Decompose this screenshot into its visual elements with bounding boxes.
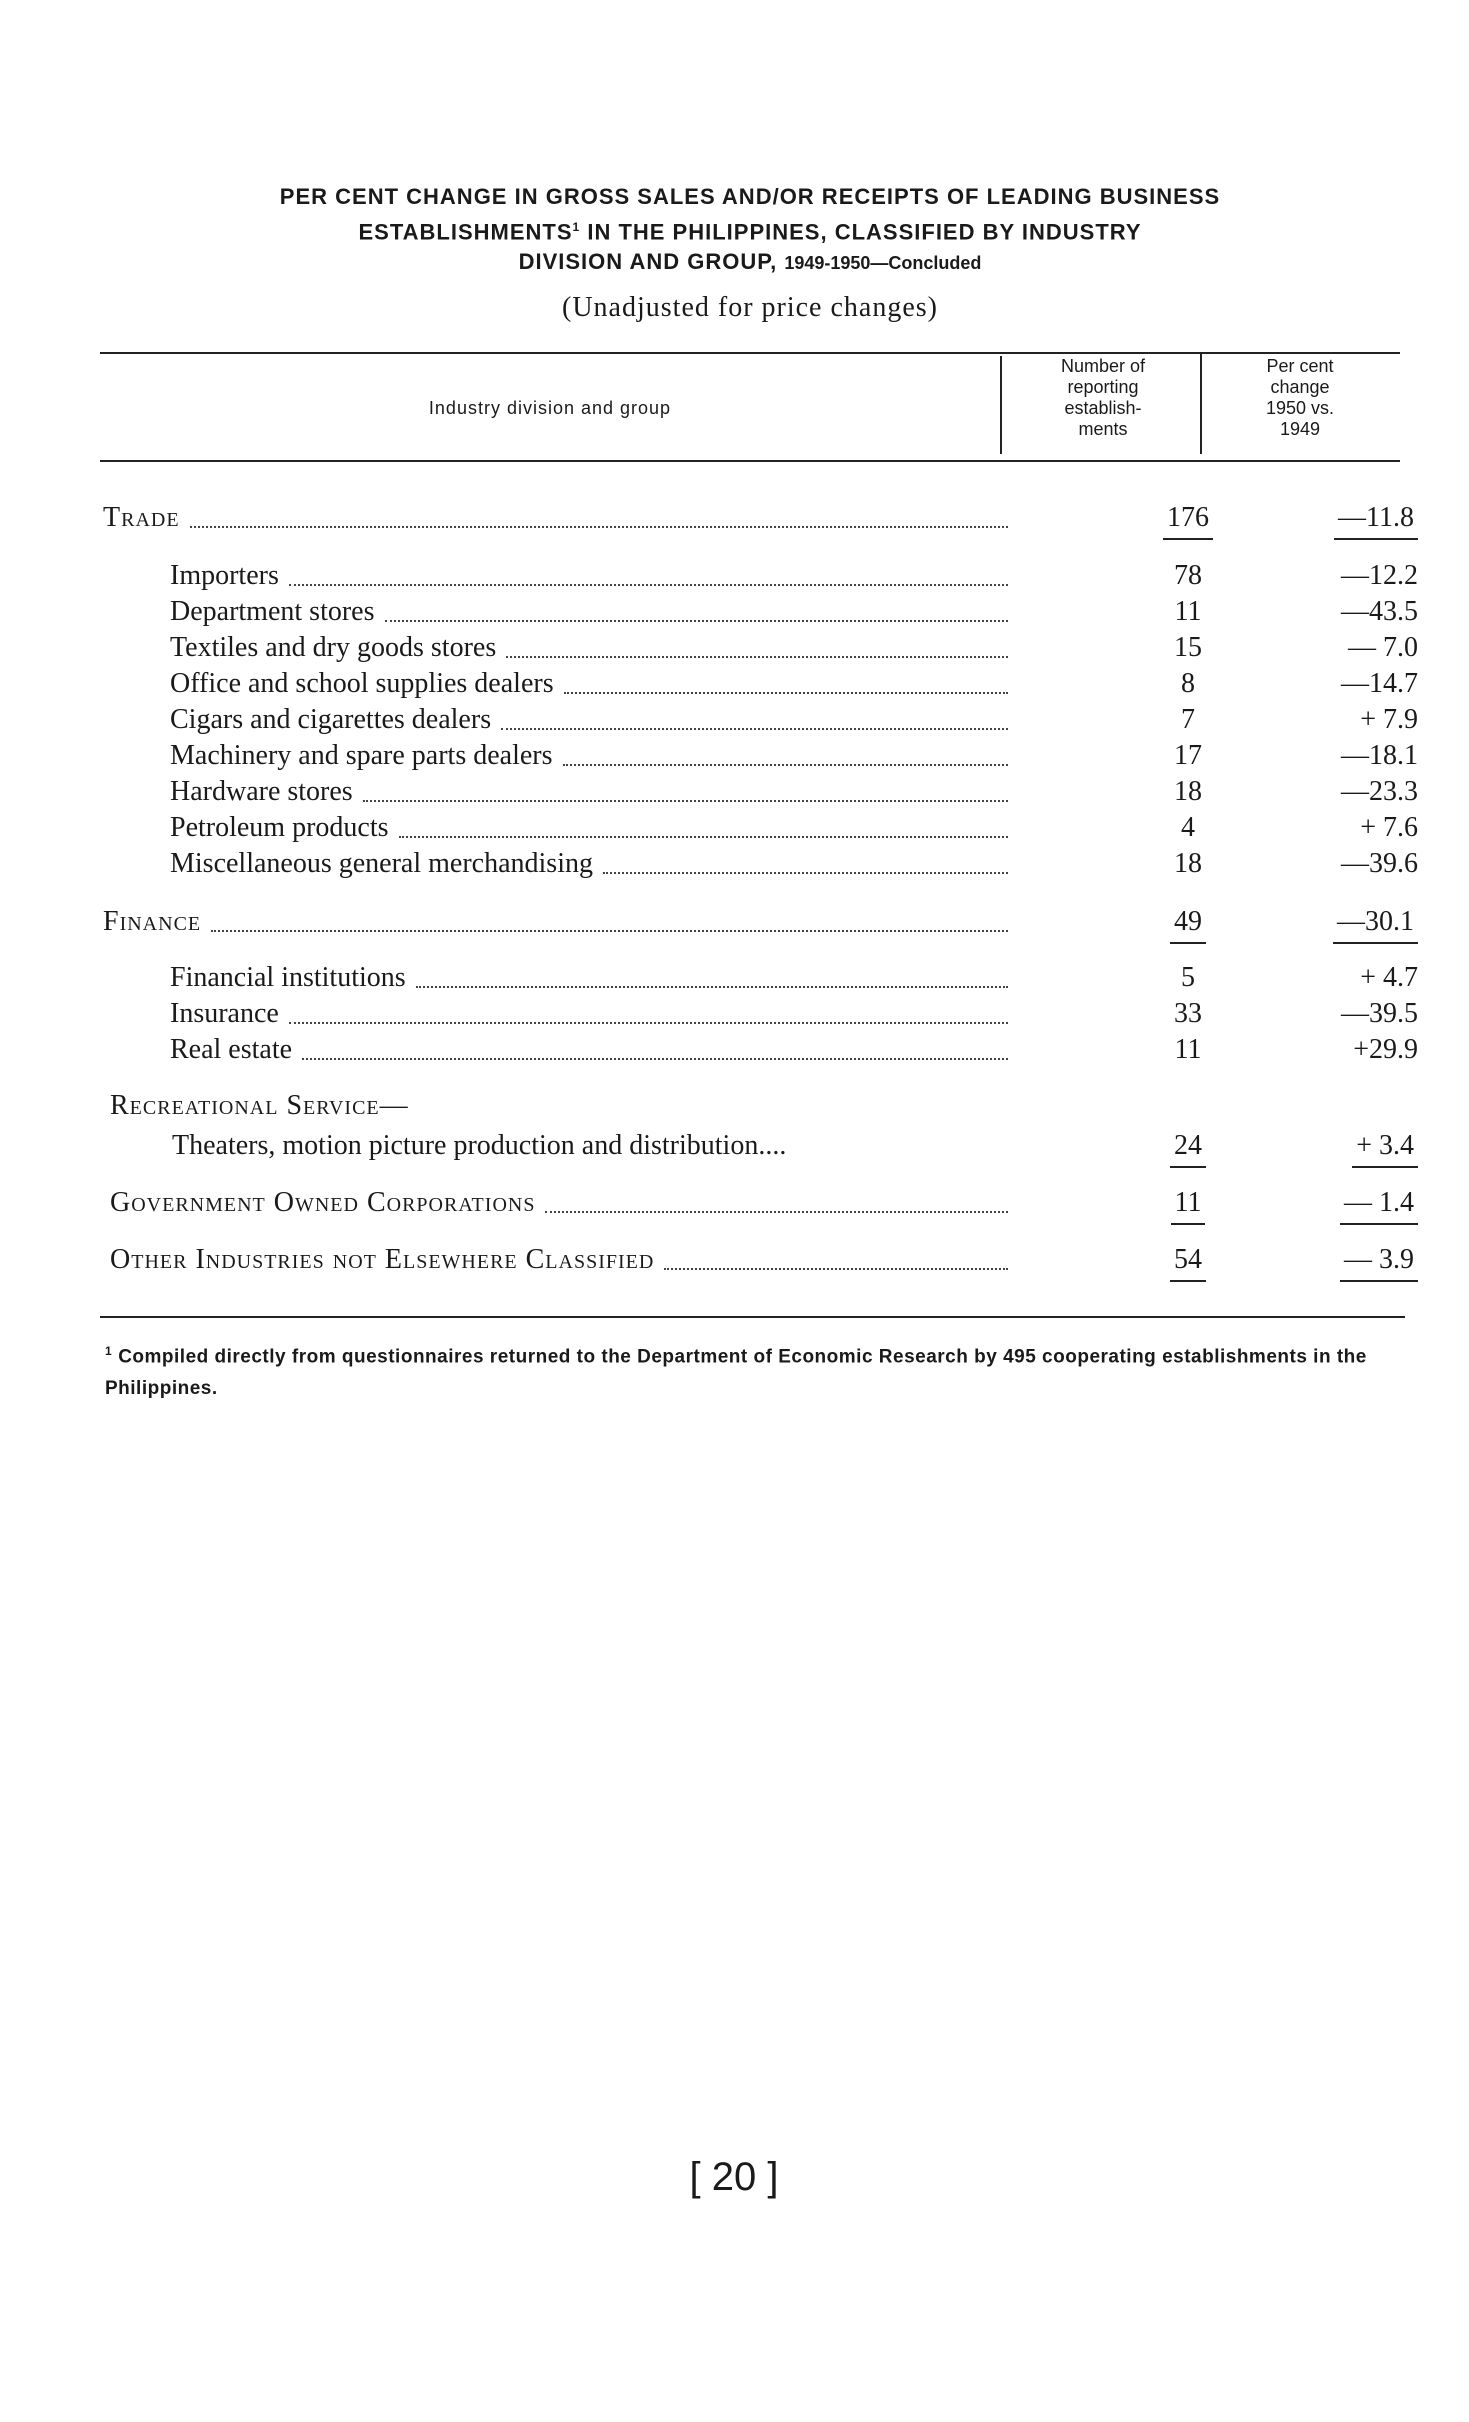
row-percent: + 7.6 xyxy=(1360,812,1418,843)
row-number: 4 xyxy=(1181,812,1195,843)
table-row xyxy=(0,774,1469,810)
row-number: 11 xyxy=(1174,1034,1202,1065)
title-line-1: PER CENT CHANGE IN GROSS SALES AND/OR RECEIPTS OF LEADING BUSINESS xyxy=(279,184,1221,209)
row-percent: — 7.0 xyxy=(1348,632,1418,663)
table-bottom-rule xyxy=(100,1316,1405,1318)
row-label: Trade xyxy=(103,502,180,533)
header-divider-1 xyxy=(1000,356,1002,454)
row-label: Insurance xyxy=(170,998,279,1029)
row-percent: —18.1 xyxy=(1341,740,1418,771)
table-row xyxy=(0,846,1469,882)
table-row-government xyxy=(0,1185,1469,1221)
column-header-percent: Per cent change 1950 vs. 1949 xyxy=(1265,356,1335,439)
row-number: 17 xyxy=(1174,740,1202,771)
row-number: 7 xyxy=(1181,704,1195,735)
title-line-3: DIVISION AND GROUP, 1949-1950—Concluded xyxy=(518,249,982,275)
header-bottom-rule xyxy=(100,460,1400,462)
row-percent: + 3.4 xyxy=(1352,1128,1418,1168)
row-label: Department stores xyxy=(170,596,375,627)
row-percent: —12.2 xyxy=(1341,560,1418,591)
table-row xyxy=(0,810,1469,846)
row-percent: +29.9 xyxy=(1353,1034,1418,1065)
row-label: Miscellaneous general merchandising xyxy=(170,848,593,879)
row-number: 11 xyxy=(1174,596,1202,627)
row-percent: —39.5 xyxy=(1341,998,1418,1029)
row-number: 5 xyxy=(1181,962,1195,993)
table-row-other xyxy=(0,1242,1469,1278)
row-number: 11 xyxy=(1171,1185,1206,1225)
column-header-industry: Industry division and group xyxy=(428,398,672,418)
table-row-finance xyxy=(0,904,1469,940)
row-label: Other Industries not Elsewhere Classified xyxy=(110,1244,655,1275)
row-label: Hardware stores xyxy=(170,776,353,807)
row-percent: — 3.9 xyxy=(1340,1242,1418,1282)
row-number: 33 xyxy=(1174,998,1202,1029)
row-percent: + 7.9 xyxy=(1360,704,1418,735)
footnote xyxy=(105,1335,1410,1405)
row-percent: —30.1 xyxy=(1333,904,1418,944)
table-row xyxy=(0,996,1469,1032)
row-label: Importers xyxy=(170,560,279,591)
row-label: Cigars and cigarettes dealers xyxy=(170,704,492,735)
row-number: 49 xyxy=(1170,904,1206,944)
table-row xyxy=(0,630,1469,666)
row-label: Petroleum products xyxy=(170,812,389,843)
row-percent: —23.3 xyxy=(1341,776,1418,807)
table-row xyxy=(0,594,1469,630)
row-percent: —43.5 xyxy=(1341,596,1418,627)
row-number: 18 xyxy=(1174,848,1202,879)
row-label: Office and school supplies dealers xyxy=(170,668,554,699)
row-percent: — 1.4 xyxy=(1340,1185,1418,1225)
table-title xyxy=(150,182,1350,278)
row-number: 8 xyxy=(1181,668,1195,699)
row-label: Recreational Service— xyxy=(110,1090,409,1121)
column-header-number: Number of reporting establish- ments xyxy=(1060,356,1146,439)
table-row xyxy=(0,1032,1469,1068)
table-row xyxy=(0,960,1469,996)
row-percent: —11.8 xyxy=(1334,500,1418,540)
table-row xyxy=(0,558,1469,594)
footnote-reference: 1 xyxy=(572,220,581,234)
row-number: 176 xyxy=(1163,500,1213,540)
table-subtitle: (Unadjusted for price changes) xyxy=(562,292,938,323)
row-number: 54 xyxy=(1170,1242,1206,1282)
row-percent: + 4.7 xyxy=(1360,962,1418,993)
header-top-rule xyxy=(100,352,1400,354)
row-label: Real estate xyxy=(170,1034,293,1065)
row-label: Machinery and spare parts dealers xyxy=(170,740,553,771)
row-label: Government Owned Corporations xyxy=(110,1187,536,1218)
title-line-2: ESTABLISHMENTS$^1$ IN THE PHILIPPINES, CLASSIFIED BY INDUSTRY xyxy=(358,219,1142,245)
page-number: [ 20 ] xyxy=(689,2155,779,2199)
table-row xyxy=(0,666,1469,702)
row-number: 18 xyxy=(1174,776,1202,807)
row-number: 78 xyxy=(1174,560,1202,591)
row-label: Textiles and dry goods stores xyxy=(170,632,497,663)
table-row-trade xyxy=(0,500,1469,536)
row-label: Theaters, motion picture production and distribution.... xyxy=(172,1130,787,1161)
row-number: 15 xyxy=(1174,632,1202,663)
header-divider-2 xyxy=(1200,352,1202,454)
footnote-text: Compiled directly from questionnaires returned to the Department of Economic Research by 495 cooperating establishments in the Philippines. xyxy=(105,1346,1367,1400)
row-percent: —39.6 xyxy=(1341,848,1418,879)
table-row xyxy=(0,1128,1469,1164)
row-label: Finance xyxy=(103,906,202,937)
table-row xyxy=(0,738,1469,774)
footnote-mark: 1 xyxy=(105,1344,113,1358)
row-label: Financial institutions xyxy=(170,962,406,993)
table-row-recreational xyxy=(0,1088,1469,1124)
row-percent: —14.7 xyxy=(1341,668,1418,699)
row-number: 24 xyxy=(1170,1128,1206,1168)
table-row xyxy=(0,702,1469,738)
